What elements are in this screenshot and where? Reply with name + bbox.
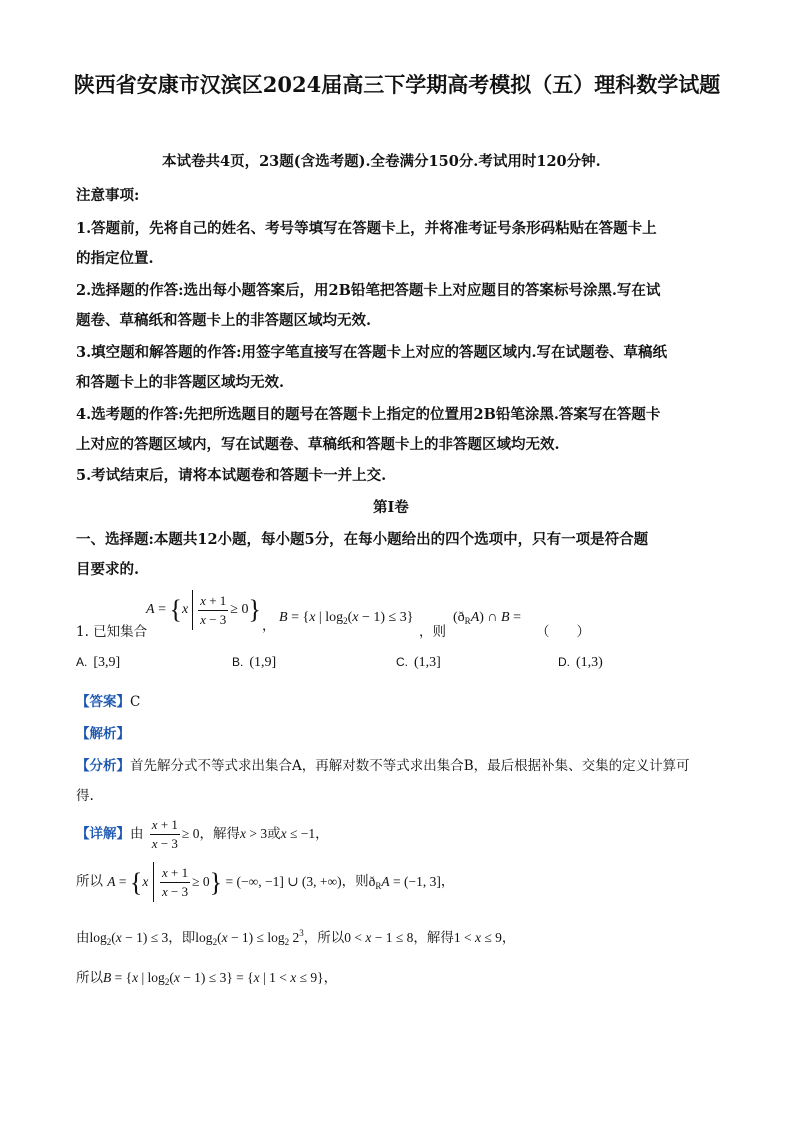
question-1-then: ，则 bbox=[419, 624, 446, 640]
set-a-definition: A = {x $\frac{x + 1}{x - 3}$ ≥ 0} bbox=[146, 590, 261, 630]
notice-item-5: 5.考试结束后，请将本试题卷和答题卡一并上交. bbox=[76, 467, 387, 484]
page-title: 陕西省安康市汉滨区2024届高三下学期高考模拟（五）理科数学试题 bbox=[73, 72, 721, 97]
xiangjie-line-3: 由$\log_2(x - 1) \le 3$，即$\log_2(x - 1) \le \log_2 2^3$，所以0 < x − 1 ≤ 8，解得1 < x ≤ 9， bbox=[76, 928, 516, 947]
notice-item-3-cont: 和答题卡上的非答题区域均无效. bbox=[76, 374, 285, 391]
xiangjie-tag: 【详解】 bbox=[76, 826, 130, 842]
option-b[interactable]: B. (1,9] bbox=[232, 655, 277, 670]
analysis-tag: 【解析】 bbox=[76, 726, 130, 742]
fenxi-text-cont: 得. bbox=[76, 788, 94, 804]
notice-item-2: 2.选择题的作答:选出每小题答案后，用2B铅笔把答题卡上对应题目的答案标号涂黑.写在试 bbox=[76, 282, 661, 299]
notice-heading: 注意事项: bbox=[76, 187, 140, 204]
option-c[interactable]: C. (1,3] bbox=[396, 655, 441, 670]
option-a[interactable]: A. [3,9] bbox=[76, 655, 121, 670]
notice-item-1: 1.答题前，先将自己的姓名、考号等填写在答题卡上，并将准考证号条形码粘贴在答题卡上 bbox=[76, 220, 657, 237]
exam-info: 本试卷共4页，23题(含选考题).全卷满分150分.考试用时120分钟. bbox=[162, 153, 601, 170]
xiangjie-line-4: 所以B = {x | $\log_2(x - 1) \le 3\} = \{x$ | 1 < x ≤ 9}， bbox=[76, 970, 338, 987]
comma: ， bbox=[262, 618, 276, 634]
question-1-paren: （ ） bbox=[536, 624, 590, 640]
complement-intersection: $(ð_RA)$ ∩ B = bbox=[453, 610, 521, 626]
notice-item-2-cont: 题卷、草稿纸和答题卡上的非答题区域均无效. bbox=[76, 312, 372, 329]
option-d[interactable]: D. (1,3) bbox=[558, 655, 603, 670]
section-heading-cont: 目要求的. bbox=[76, 561, 140, 578]
notice-item-4: 4.选考题的作答:先把所选题目的题号在答题卡上指定的位置用2B铅笔涂黑.答案写在答题卡 bbox=[76, 406, 661, 423]
notice-item-4-cont: 上对应的答题区域内，写在试题卷、草稿纸和答题卡上的非答题区域均无效. bbox=[76, 436, 560, 453]
question-1-prefix: 1. 已知集合 bbox=[76, 624, 148, 640]
fenxi-tag: 【分析】 bbox=[76, 758, 130, 774]
notice-item-1-cont: 的指定位置. bbox=[76, 250, 154, 267]
notice-item-3: 3.填空题和解答题的作答:用签字笔直接写在答题卡上对应的答题区域内.写在试题卷、草稿纸 bbox=[76, 344, 668, 361]
fenxi-text: 首先解分式不等式求出集合A，再解对数不等式求出集合B，最后根据补集、交集的定义计算可 bbox=[130, 758, 690, 774]
set-b-definition: B = {x | $\log_2(x - 1) \le 3$} bbox=[279, 610, 414, 626]
answer-value: C bbox=[130, 694, 141, 710]
section-heading: 一、选择题:本题共12小题，每小题5分，在每小题给出的四个选项中，只有一项是符合题 bbox=[76, 531, 649, 548]
volume-label: 第I卷 bbox=[373, 499, 409, 516]
answer-tag: 【答案】 bbox=[76, 694, 130, 710]
xiangjie-line-1: 【详解】由 $\frac{x + 1}{x - 3}$ ≥ 0，解得x > 3或x ≤ −1， bbox=[76, 817, 329, 851]
xiangjie-line-2: 所以 A = {x $\frac{x + 1}{x - 3}$ ≥ 0} = (−∞, −1] ∪ (3, +∞)，则$ð_RA = (-1$, 3]， bbox=[76, 862, 454, 902]
answer-line bbox=[76, 690, 140, 710]
fenxi-line bbox=[76, 754, 690, 774]
